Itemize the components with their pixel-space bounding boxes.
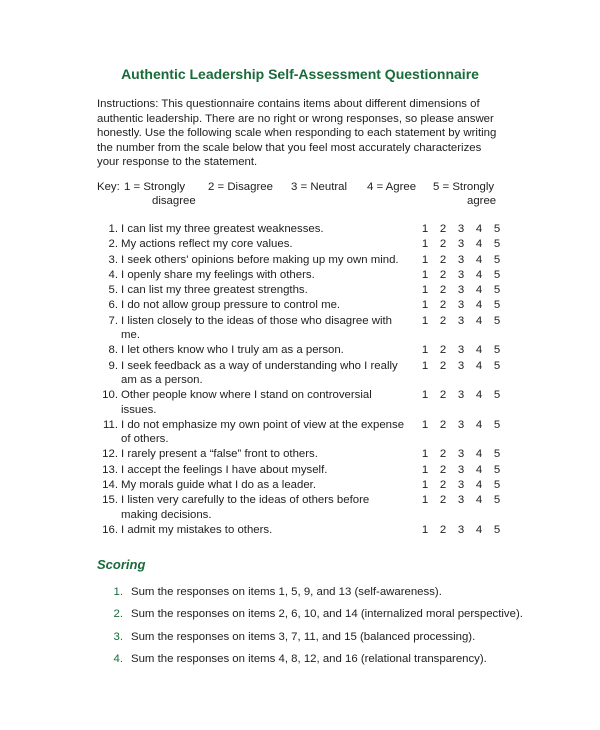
scale-option[interactable]: 5 [493, 448, 501, 461]
scale-option[interactable]: 5 [493, 479, 501, 492]
item-number: 15. [102, 494, 118, 507]
list-item [97, 493, 502, 522]
list-item [97, 343, 502, 357]
list-item [97, 447, 502, 461]
scale-option[interactable]: 1 [421, 479, 429, 492]
scale-option[interactable]: 1 [421, 523, 429, 536]
item-text: I listen closely to the ideas of those who disagree with me. [121, 314, 392, 342]
scale-option[interactable]: 4 [475, 359, 483, 372]
scale-option[interactable]: 5 [493, 284, 501, 297]
scale-option[interactable]: 1 [421, 359, 429, 372]
scale-option[interactable]: 2 [439, 494, 447, 507]
scale-option[interactable]: 3 [457, 418, 465, 431]
scale-option[interactable]: 2 [439, 238, 447, 251]
scale-option[interactable]: 4 [475, 238, 483, 251]
list-item [97, 253, 502, 267]
item-number: 6. [108, 299, 118, 312]
scale-option[interactable]: 1 [421, 223, 429, 235]
scoring-item [97, 585, 517, 607]
key-neutral: 3 = Neutral [291, 181, 348, 193]
scoring-item [97, 652, 517, 674]
item-text: I can list my three greatest weaknesses. [121, 223, 324, 235]
key-strongly-agree-sub: agree [467, 195, 497, 207]
scale-option[interactable]: 5 [493, 523, 501, 536]
item-text: I seek feedback as a way of understanding who I really am as a person. [121, 359, 398, 386]
scale-option[interactable]: 3 [457, 359, 465, 372]
scale-option[interactable]: 1 [421, 389, 429, 402]
scale-option[interactable]: 3 [457, 463, 465, 476]
scale-option[interactable]: 2 [439, 418, 447, 431]
questionnaire-items [97, 222, 502, 538]
instructions-paragraph: Instructions: This questionnaire contains items about different dimensions of authentic leadership. There are no right or wrong responses, so please answer honestly. Use the following scale when responding to each statement by writing the number from the scale below that you feel most accurately characterizes your response to the statement. [97, 98, 497, 169]
item-text: My morals guide what I do as a leader. [121, 479, 317, 492]
key-strongly-agree: 5 = Strongly [433, 181, 495, 193]
item-number: 4. [108, 268, 118, 281]
item-text: My actions reflect my core values. [121, 238, 293, 251]
scoring-text: Sum the responses on items 2, 6, 10, and 14 (internalized moral perspective). [131, 608, 523, 621]
scale-option[interactable]: 4 [475, 479, 483, 492]
item-text: I listen very carefully to the ideas of others before making decisions. [121, 494, 370, 521]
scale-option[interactable]: 5 [493, 494, 501, 507]
scale-option[interactable]: 3 [457, 479, 465, 492]
scale-option[interactable]: 4 [475, 463, 483, 476]
scale-option[interactable]: 4 [475, 314, 483, 327]
key-agree: 4 = Agree [367, 181, 417, 193]
response-scale [420, 478, 502, 492]
scale-option[interactable]: 5 [493, 389, 501, 402]
item-text: I accept the feelings I have about myself. [121, 463, 328, 476]
item-number: 11. [103, 418, 118, 431]
list-item [97, 523, 502, 537]
list-item [97, 359, 502, 388]
scale-option[interactable]: 1 [421, 463, 429, 476]
scale-option[interactable]: 2 [439, 463, 447, 476]
item-text: I let others know who I truly am as a person. [121, 344, 344, 357]
scale-option[interactable]: 2 [439, 523, 447, 536]
scale-option[interactable]: 3 [457, 268, 465, 281]
response-scale [420, 298, 502, 312]
scale-option[interactable]: 4 [475, 494, 483, 507]
item-text: I do not emphasize my own point of view at the expense of others. [121, 418, 405, 446]
item-number: 8. [108, 344, 118, 357]
scale-option[interactable]: 4 [475, 389, 483, 402]
list-item [97, 478, 502, 492]
scale-option[interactable]: 5 [493, 418, 501, 431]
scale-option[interactable]: 4 [475, 523, 483, 536]
item-text: I can list my three greatest strengths. [121, 284, 308, 297]
key-strongly-disagree: 1 = Strongly [124, 181, 186, 193]
scale-option[interactable]: 5 [493, 463, 501, 476]
item-number: 12. [102, 448, 118, 461]
scale-option[interactable]: 4 [475, 268, 483, 281]
scale-option[interactable]: 3 [457, 523, 465, 536]
item-number: 9. [108, 359, 118, 372]
list-item [97, 222, 502, 236]
scale-option[interactable]: 4 [475, 344, 483, 357]
list-item [97, 237, 502, 251]
item-number: 10. [102, 389, 118, 402]
scoring-text: Sum the responses on items 3, 7, 11, and 15 (balanced processing). [131, 630, 476, 643]
scale-option[interactable]: 4 [475, 448, 483, 461]
scoring-list [97, 585, 523, 675]
item-text: Other people know where I stand on controversial issues. [121, 389, 372, 416]
item-text: I seek others' opinions before making up my own mind. [121, 253, 399, 266]
response-scale [420, 523, 502, 537]
document-title: Authentic Leadership Self-Assessment Questionnaire [121, 66, 479, 82]
scoring-number: 1. [113, 586, 123, 598]
scoring-text: Sum the responses on items 4, 8, 12, and 16 (relational transparency). [131, 653, 487, 666]
item-number: 3. [108, 253, 118, 266]
scoring-number: 2. [113, 608, 123, 621]
scale-option[interactable]: 3 [457, 494, 465, 507]
scale-option[interactable]: 4 [475, 223, 483, 235]
scale-option[interactable]: 2 [439, 344, 447, 357]
scale-option[interactable]: 3 [457, 314, 465, 327]
scale-option[interactable]: 3 [457, 284, 465, 297]
scale-option[interactable]: 5 [493, 359, 501, 372]
scoring-number: 4. [113, 653, 123, 666]
scale-option[interactable]: 2 [439, 284, 447, 297]
scale-option[interactable]: 1 [421, 314, 429, 327]
item-number: 13. [102, 463, 118, 476]
scale-option[interactable]: 1 [421, 299, 429, 312]
scale-option[interactable]: 3 [457, 223, 465, 235]
response-scale [420, 283, 502, 297]
scale-option[interactable]: 2 [439, 299, 447, 312]
scale-option[interactable]: 1 [421, 494, 429, 507]
item-text: I rarely present a “false” front to others. [121, 448, 318, 461]
item-number: 7. [108, 314, 118, 327]
scale-option[interactable]: 2 [439, 359, 447, 372]
item-text: I admit my mistakes to others. [121, 523, 273, 536]
key-label: Key: [97, 181, 120, 193]
scale-option[interactable]: 3 [457, 344, 465, 357]
response-scale [420, 493, 502, 507]
scale-option[interactable]: 2 [439, 223, 447, 235]
list-item [97, 298, 502, 312]
list-item [97, 463, 502, 477]
scale-option[interactable]: 1 [421, 418, 429, 431]
scale-option[interactable]: 1 [421, 253, 429, 266]
scale-option[interactable]: 4 [475, 253, 483, 266]
scale-option[interactable]: 2 [439, 448, 447, 461]
list-item [97, 268, 502, 282]
key-strongly-disagree-sub: disagree [152, 195, 196, 207]
response-scale [420, 268, 502, 282]
scale-option[interactable]: 3 [457, 389, 465, 402]
response-scale [420, 253, 502, 267]
response-scale [420, 388, 502, 402]
scale-option[interactable]: 2 [439, 253, 447, 266]
list-item [97, 418, 502, 447]
scale-option[interactable]: 2 [439, 314, 447, 327]
response-scale [420, 343, 502, 357]
response-scale [420, 418, 502, 432]
scoring-text: Sum the responses on items 1, 5, 9, and 13 (self-awareness). [131, 586, 442, 598]
scale-option[interactable]: 5 [493, 299, 501, 312]
scale-option[interactable]: 1 [421, 344, 429, 357]
scale-option[interactable]: 4 [475, 284, 483, 297]
item-number: 16. [102, 523, 118, 536]
scale-option[interactable]: 2 [439, 479, 447, 492]
item-number: 14. [102, 479, 118, 492]
scale-option[interactable]: 1 [421, 284, 429, 297]
scale-option[interactable]: 2 [439, 268, 447, 281]
scoring-number: 3. [113, 630, 123, 643]
scale-option[interactable]: 4 [475, 299, 483, 312]
item-number: 5. [108, 284, 118, 297]
scale-option[interactable]: 3 [457, 299, 465, 312]
scale-option[interactable]: 1 [421, 448, 429, 461]
scale-option[interactable]: 3 [457, 253, 465, 266]
item-number: 2. [108, 238, 118, 251]
scale-option[interactable]: 5 [493, 344, 501, 357]
scale-option[interactable]: 5 [493, 238, 501, 251]
scale-option[interactable]: 3 [457, 238, 465, 251]
response-scale [420, 447, 502, 461]
response-scale [420, 314, 502, 328]
scoring-item [97, 607, 523, 629]
scoring-heading: Scoring [97, 557, 146, 572]
list-item [97, 314, 502, 343]
list-item [97, 388, 502, 417]
scale-option[interactable]: 1 [421, 238, 429, 251]
scale-option[interactable]: 3 [457, 448, 465, 461]
response-scale [420, 463, 502, 477]
scale-option[interactable]: 4 [475, 418, 483, 431]
item-number: 1. [108, 223, 118, 235]
response-scale [420, 237, 502, 251]
scale-option[interactable]: 1 [421, 268, 429, 281]
list-item [97, 283, 502, 297]
scoring-item [97, 630, 517, 652]
scale-option[interactable]: 5 [493, 223, 501, 235]
item-text: I openly share my feelings with others. [121, 268, 315, 281]
scale-option[interactable]: 5 [493, 268, 501, 281]
item-text: I do not allow group pressure to control me. [121, 299, 341, 312]
scale-option[interactable]: 2 [439, 389, 447, 402]
scale-option[interactable]: 5 [493, 253, 501, 266]
scale-option[interactable]: 5 [493, 314, 501, 327]
key-disagree: 2 = Disagree [208, 181, 273, 193]
response-scale [420, 222, 502, 236]
response-scale [420, 359, 502, 373]
